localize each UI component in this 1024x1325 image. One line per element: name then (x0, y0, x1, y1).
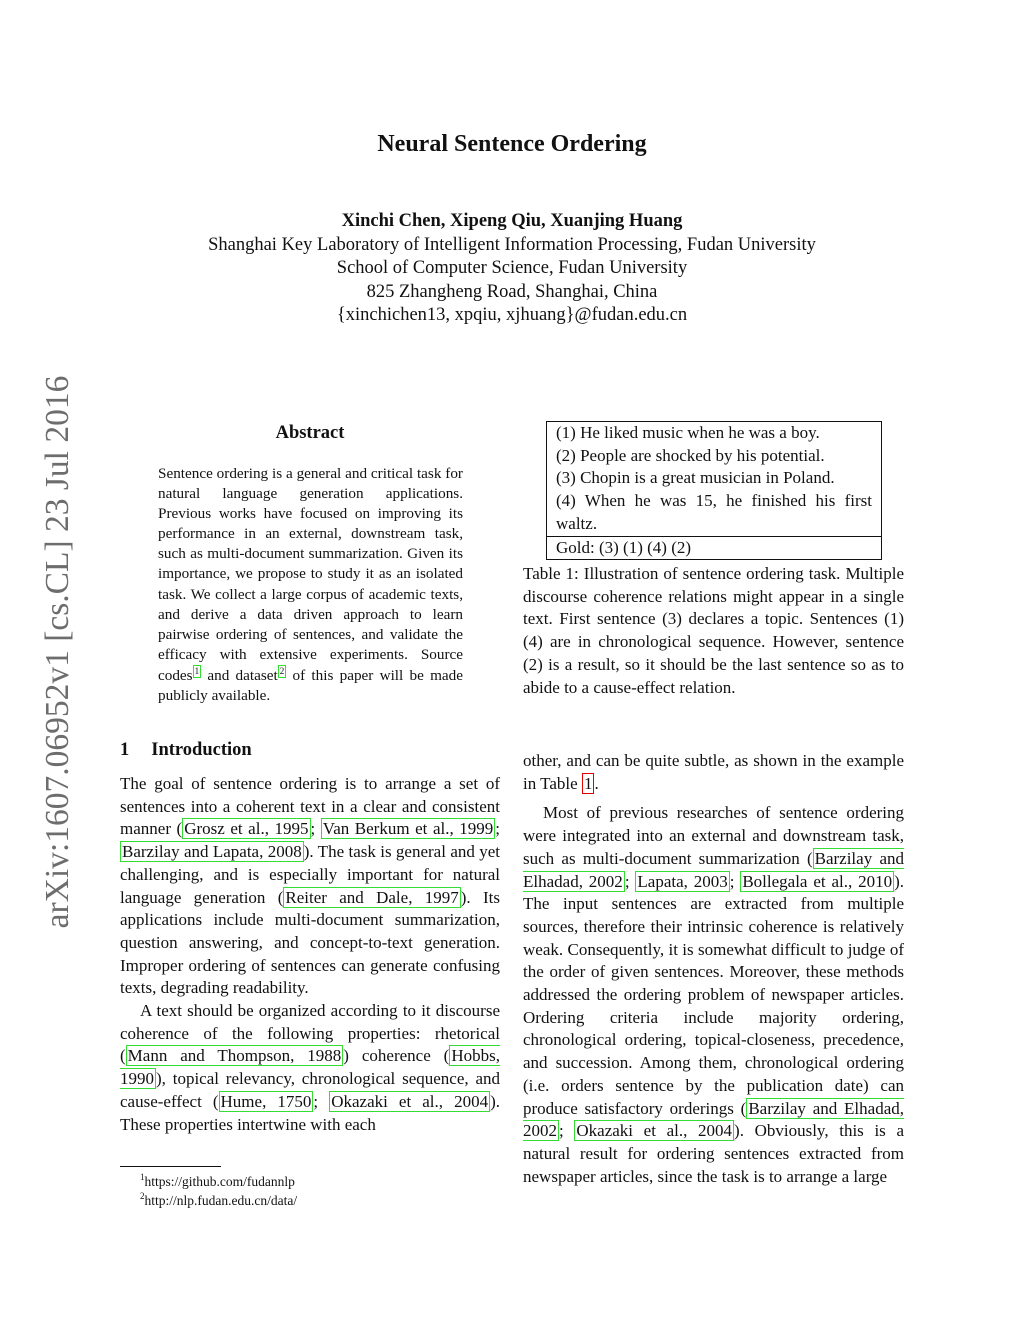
footnote-2: $^2$http://nlp.fudan.edu.cn/data/ (140, 1191, 298, 1208)
citation-link[interactable]: Hobbs, 1990 (120, 1046, 500, 1089)
citation-link[interactable]: Van Berkum et al., 1999 (322, 819, 494, 839)
affiliation-school: School of Computer Science, Fudan University (336, 258, 688, 278)
arxiv-identifier: arXiv:1607.06952v1 [cs.CL] 23 Jul 2016 (39, 375, 76, 929)
table-1-caption: Table 1: Illustration of sentence ordering task. Multiple discourse coherence relations might appear in a single text. First sentence (3) declares a topic. Sentences (1) (4) are in chronological sequence. However, sentence (2) is a result, so it should be the last sentence so as to abide to a cause-effect relation. (523, 564, 904, 697)
table-1-example (546, 421, 882, 560)
gold-order: Gold: (3) (1) (4) (2) (547, 536, 881, 560)
footnotes (140, 1172, 297, 1210)
example-sentence: (3) Chopin is a great musician in Poland. (556, 468, 835, 488)
intro-paragraph-4: Most of previous researches of sentence ordering were integrated into an external and downstream task, such as multi-document summarization ( Barzilay and Elhadad, 2002 ; Lapata, 2003 ; Bollegala et al., 2010 ). The input sentences are extracted from multiple sources, therefore their intrinsic coherence is relatively weak. Consequently, it is somewhat difficult to judge of the order of given sentences. Moreover, these methods addressed the ordering problem of newspaper articles. Ordering criteria include majority ordering, chronological ordering, topical-closeness, precedence, and succession. Among them, chronological ordering (i.e. orders sentence by the publication date) can produce satisfactory orderings ( Barzilay and Elhadad, 2002 ; Okazaki et al., 2004 ). Obviously, this is a natural result for ordering sentences extracted from newspaper articles, since the task is to arrange a large (523, 803, 904, 1186)
citation-link[interactable]: Grosz et al., 1995 (184, 819, 309, 839)
intro-left-column (120, 773, 500, 1136)
paper-title: Neural Sentence Ordering (377, 131, 647, 157)
footnote-link-1[interactable]: 1 (194, 665, 200, 676)
citation-link[interactable]: Bollegala et al., 2010 (742, 871, 893, 891)
intro-paragraph-3: other, and can be quite subtle, as shown in the example in Table 1 . (523, 751, 904, 793)
author-names: Xinchi Chen, Xipeng Qiu, Xuanjing Huang (341, 211, 683, 231)
example-sentence: (1) He liked music when he was a boy. (556, 423, 820, 442)
section-heading-introduction (120, 738, 252, 762)
citation-link[interactable]: Okazaki et al., 2004 (331, 1091, 489, 1111)
author-emails: {xinchichen13, xpqiu, xjhuang}@fudan.edu.cn (336, 305, 688, 325)
abstract-heading: Abstract (275, 423, 345, 443)
citation-link[interactable]: Reiter and Dale, 1997 (285, 887, 459, 907)
citation-link[interactable]: Mann and Thompson, 1988 (127, 1046, 342, 1066)
intro-paragraph-2: A text should be organized according to it discourse coherence of the following properties: rhetorical ( Mann and Thompson, 1988 ) coherence ( Hobbs, 1990 ), topical relevancy, chronological sequence, and cause-effect ( Hume, 1750 ; Okazaki et al., 2004 ). These properties intertwine with each (120, 1001, 501, 1134)
citation-link[interactable]: Hume, 1750 (220, 1091, 312, 1111)
intro-right-column (523, 750, 904, 1188)
citation-link[interactable]: Okazaki et al., 2004 (576, 1121, 733, 1141)
example-sentence: (2) People are shocked by his potential. (556, 445, 825, 465)
section-number: 1 (120, 740, 130, 760)
citation-link[interactable]: Barzilay and Lapata, 2008 (122, 842, 302, 862)
intro-paragraph-1: The goal of sentence ordering is to arrange a set of sentences into a coherent text in a clear and consistent manner ( Grosz et al., 1995 ; Van Berkum et al., 1999 ; Barzilay and Lapata, 2008 ). The task is general and yet challenging, and is especially important for natural language generation ( Reiter and Dale, 1997 ). Its applications include multi-document summarization, question answering, and concept-to-text generation. Improper ordering of sentences can generate confusing texts, degrading readability. (120, 774, 500, 998)
affiliation-lab: Shanghai Key Laboratory of Intelligent Information Processing, Fudan University (208, 234, 816, 255)
example-sentences (547, 422, 881, 536)
footnote-divider (120, 1166, 221, 1167)
author-block (0, 210, 1024, 328)
footnote-url[interactable]: http://nlp.fudan.edu.cn/data/ (144, 1193, 298, 1208)
footnote-1: $^1$https://github.com/fudannlp (140, 1172, 295, 1189)
citation-link[interactable]: Barzilay and Elhadad, 2002 (523, 848, 904, 891)
affiliation-address: 825 Zhangheng Road, Shanghai, China (366, 281, 658, 302)
abstract-text: Sentence ordering is a general and critical task for natural language generation applications. Previous works have focused on improving its performance in an external, downstream task, such as multi-document summarization. Given its importance, we propose to study it as an isolated task. We collect a large corpus of academic texts, and derive a data driven approach to learn pairwise ordering of sentences, and validate the efficacy with extensive experiments. Source codes $^1$ and dataset $^2$ of this paper will be made publicly available. (158, 465, 463, 705)
footnote-url[interactable]: https://github.com/fudannlp (144, 1174, 295, 1189)
section-title: Introduction (151, 740, 252, 760)
citation-link[interactable]: Barzilay and Elhadad, 2002 (523, 1098, 904, 1141)
table-ref-link[interactable]: 1 (583, 773, 593, 793)
example-sentence: (4) When he was 15, he finished his first waltz. (556, 491, 872, 533)
citation-link[interactable]: Lapata, 2003 (637, 871, 728, 891)
footnote-link-2[interactable]: 2 (279, 665, 285, 676)
